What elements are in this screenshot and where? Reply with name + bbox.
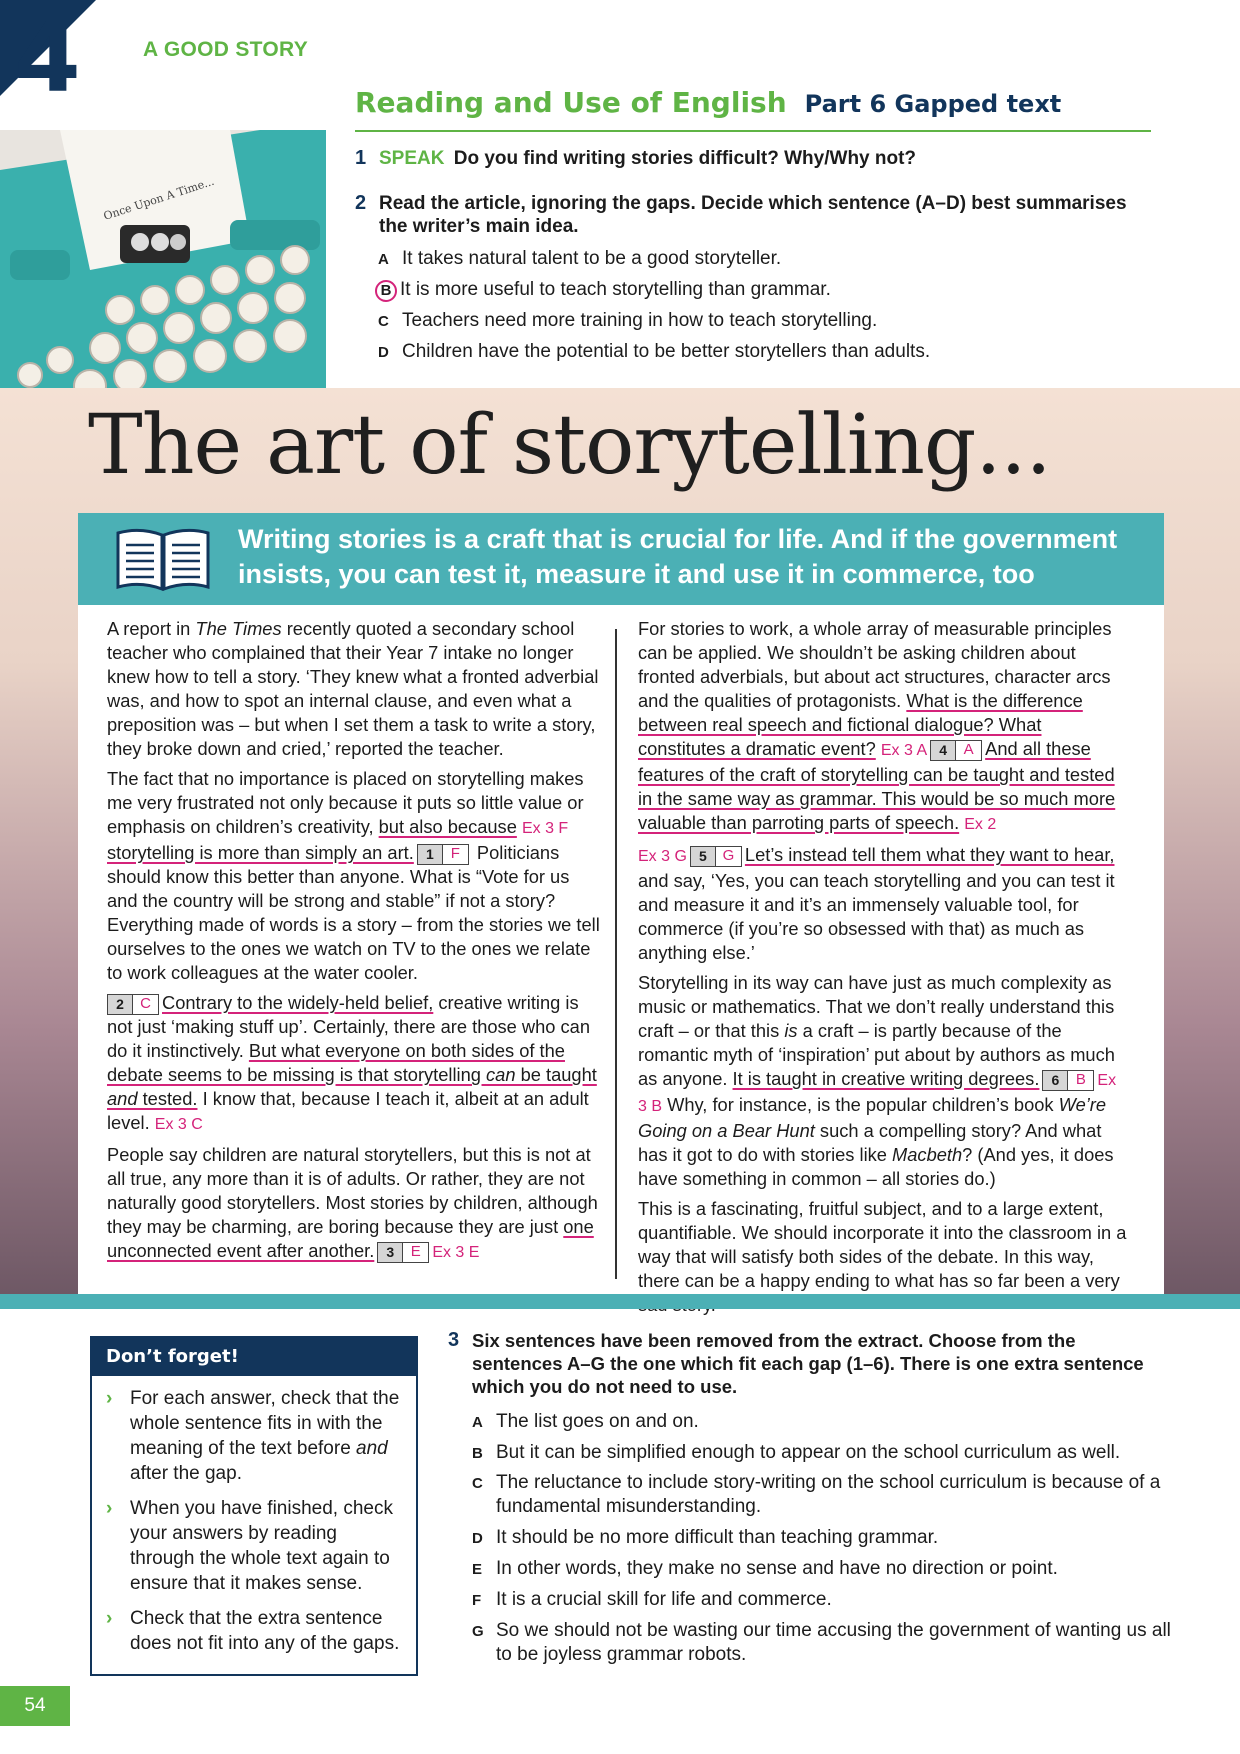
annotation: Ex 3 A	[880, 742, 928, 759]
article-lead-box	[78, 513, 1164, 605]
chevron-right-icon: ›	[106, 1388, 113, 1409]
paragraph-1: A report in The Times recently quoted a secondary school teacher who complained that their Year 7 intake no longer knew how to tell a story. ‘They knew what a fronted adverbial was, and how to spot an internal clause, and even what a preposition was – but when I set them a task to write a story, they broke down and cried,’ reported the teacher.	[107, 618, 599, 759]
ex3-sentence-g[interactable]: G So we should not be wasting our time accusing the government of wanting us all to be joyless grammar robots.	[472, 1620, 1171, 1665]
ex2-option-c[interactable]: C Teachers need more training in how to teach storytelling.	[378, 310, 878, 331]
open-book-icon	[114, 527, 212, 591]
section-main-title: Reading and Use of English	[355, 86, 787, 119]
gap-4[interactable]: 4 A	[930, 740, 982, 761]
ex2-option-b[interactable]: B It is more useful to teach storytelling than grammar.	[378, 279, 831, 302]
paragraph-5: For stories to work, a whole array of measurable principles can be applied. We shouldn’t be asking children about fronted adverbials, but about act structures, character arcs and the qualities of protagonists. What is the difference between real speech and fictional dialogue? What constitutes a dramatic event? Ex 3 A 4 A And all these features of the craft of storytelling can be taught and tested in the same way as grammar. This would be so much more valuable than parroting parts of speech. Ex 2	[638, 618, 1116, 833]
page-number: 54	[0, 1686, 70, 1726]
article-lead-text: Writing stories is a craft that is crucial for life. And if the government insists, you can test it, measure it and use it in commerce, too	[238, 524, 1118, 589]
exercise-3-number: 3	[448, 1329, 460, 1351]
annotation: Ex 3 B	[638, 1072, 1117, 1115]
paragraph-3: 2 C Contrary to the widely-held belief, creative writing is not just ‘making stuff up’. Certainly, there are those who can do it instinctively. But what everyone on both sides of the debate seems to be missing is that storytelling can be taught and tested. I know that, because I teach it, albeit at an adult level. Ex 3 C	[107, 992, 597, 1133]
ex3-sentence-d[interactable]: D It should be no more difficult than teaching grammar.	[472, 1527, 939, 1548]
gap-2[interactable]: 2 C	[107, 994, 159, 1015]
tip-item: › When you have finished, check your answers by reading through the whole text again to ensure that it makes sense.	[106, 1498, 393, 1594]
typewriter-paper-text: Once Upon A Time...	[101, 174, 216, 223]
divider-band	[0, 1294, 1240, 1309]
exercise-2-number: 2	[355, 192, 367, 214]
article-column-left	[107, 617, 602, 1271]
selected-answer-circle: B	[375, 280, 397, 302]
gap-1[interactable]: 1 F	[417, 844, 469, 865]
exercise-3-prompt: Six sentences have been removed from the extract. Choose from the sentences A–G the one which fit each gap (1–6). There is one extra sentence which you do not need to use.	[472, 1330, 1144, 1397]
exercise-2	[355, 192, 1145, 238]
article-column-right	[638, 617, 1128, 1323]
ex3-sentence-a[interactable]: A The list goes on and on.	[472, 1411, 699, 1432]
annotation: Ex 3 G	[638, 848, 687, 865]
column-divider	[615, 629, 617, 1279]
exercise-2-prompt: Read the article, ignoring the gaps. Decide which sentence (A–D) best summarises the writer’s main idea.	[379, 193, 1127, 237]
exercise-1-prompt: Do you find writing stories difficult? Why/Why not?	[453, 148, 917, 169]
article-body	[78, 605, 1164, 1295]
paragraph-7: Storytelling in its way can have just as much complexity as music or mathematics. That we don’t really understand this craft – or that this is a craft – is partly because of the romantic myth of ‘inspiration’ put about by authors as much as anyone. It is taught in creative writing degrees. 6 B Ex 3 B Why, for instance, is the popular children’s book We’re Going on a Bear Hunt such a compelling story? And what has it got to do with stories like Macbeth? (And yes, it does have something in common – all stories do.)	[638, 972, 1117, 1189]
annotation: Ex 3 F	[521, 820, 569, 837]
typewriter-image	[0, 130, 326, 388]
ex2-option-a[interactable]: A It takes natural talent to be a good storyteller.	[378, 248, 782, 269]
gap-3[interactable]: 3 E	[377, 1242, 429, 1263]
annotation: Ex 3 E	[432, 1244, 480, 1261]
paragraph-2: The fact that no importance is placed on storytelling makes me very frustrated not only because it puts so little value or emphasis on children’s creativity, but also because Ex 3 F storytelling is more than simply an art. 1 F Politicians should know this better than anyone. What is “Vote for us and the country will be strong and stable” if not a story? Everything made of words is a story – from the stories we tell ourselves to the ones we watch on TV to the ones we relate to work colleagues at the water cooler.	[107, 768, 600, 983]
section-subtitle: Part 6 Gapped text	[804, 90, 1062, 118]
annotation: Ex 3 C	[154, 1116, 203, 1133]
ex3-sentence-c[interactable]: C The reluctance to include story-writing on the school curriculum is because of a fundamental misunderstanding.	[472, 1472, 1161, 1517]
exercise-3	[448, 1329, 1168, 1398]
ex3-sentence-f[interactable]: F It is a crucial skill for life and commerce.	[472, 1589, 832, 1610]
ex3-sentence-b[interactable]: B But it can be simplified enough to appear on the school curriculum as well.	[472, 1442, 1121, 1463]
gap-5[interactable]: 5 G	[690, 846, 742, 867]
speak-label: SPEAK	[379, 148, 445, 169]
dont-forget-title: Don’t forget!	[92, 1338, 416, 1376]
paragraph-4: People say children are natural storytellers, but this is not at all true, any more than it is of adults. Or rather, they are not naturally good storytellers. Most stories by children, although they may be charming, are boring because they are just one unconnected event after another. 3 E Ex 3 E	[107, 1144, 598, 1261]
paragraph-6: Ex 3 G 5 G Let’s instead tell them what they want to hear, and say, ‘Yes, you can teach storytelling and you can test it and measure it and it’s an immensely valuable tool, for commerce (if you’re so obsessed with that) as much as anything else.’	[638, 844, 1115, 963]
exercise-1	[355, 147, 1145, 170]
tip-item: › Check that the extra sentence does not fit into any of the gaps.	[106, 1608, 400, 1654]
dont-forget-box	[90, 1336, 418, 1676]
section-heading	[355, 86, 1151, 132]
gap-6[interactable]: 6 B	[1042, 1070, 1094, 1091]
article-title: The art of storytelling...	[88, 398, 1051, 493]
exercise-1-number: 1	[355, 147, 367, 169]
chevron-right-icon: ›	[106, 1608, 113, 1629]
paragraph-8: This is a fascinating, fruitful subject, and to a large extent, quantifiable. We should incorporate it into the classroom in a way that will satisfy both sides of the debate. In this way, there can be a happy ending to what has so far been a very	[638, 1198, 1127, 1291]
tip-item: › For each answer, check that the whole sentence fits in with the meaning of the text before and after the gap.	[106, 1388, 400, 1484]
annotation: Ex 2	[964, 816, 997, 833]
ex3-sentence-e[interactable]: E In other words, they make no sense and have no direction or point.	[472, 1558, 1058, 1579]
tip-list	[92, 1376, 416, 1656]
ex2-option-d[interactable]: D Children have the potential to be better storytellers than adults.	[378, 341, 931, 362]
unit-title: A GOOD STORY	[143, 38, 309, 61]
chevron-right-icon: ›	[106, 1498, 113, 1519]
unit-number: 4	[14, 2, 81, 114]
